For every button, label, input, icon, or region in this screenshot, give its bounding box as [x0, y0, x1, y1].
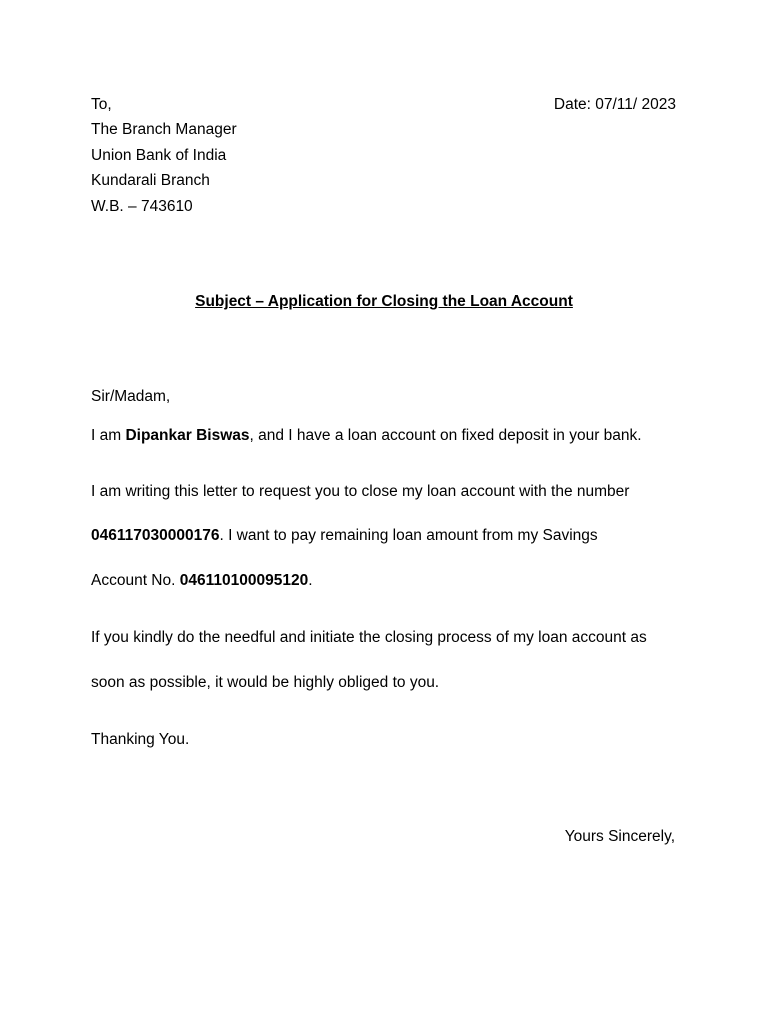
paragraph-intro: [91, 426, 642, 446]
address-line-2: Union Bank of India: [91, 147, 227, 164]
closing-signoff: Yours Sincerely,: [564, 828, 675, 845]
paragraph-request-line-1: I am writing this letter to request you to close my loan account with the number: [91, 483, 630, 500]
intro-post: , and I have a loan account on fixed deposit in your bank.: [249, 427, 642, 444]
intro-pre: I am: [91, 427, 126, 444]
paragraph-request-line-2: [91, 526, 598, 546]
request-line-3-post: .: [308, 572, 313, 589]
thanks-line: Thanking You.: [91, 731, 190, 748]
applicant-name: Dipankar Biswas: [125, 427, 250, 444]
paragraph-closing-request-line-1: If you kindly do the needful and initiate the closing process of my loan account as: [91, 629, 647, 646]
request-line-3-pre: Account No.: [91, 572, 180, 589]
request-line-2-text: . I want to pay remaining loan amount from my Savings: [219, 527, 598, 544]
address-line-1: The Branch Manager: [91, 121, 237, 138]
address-line-3: Kundarali Branch: [91, 172, 210, 189]
salutation: Sir/Madam,: [91, 388, 171, 405]
recipient-to: To,: [91, 96, 112, 113]
savings-account-number: 046110100095120: [179, 572, 309, 589]
address-line-4: W.B. – 743610: [91, 198, 193, 215]
letter-subject: Subject – Application for Closing the Loan Account: [195, 293, 573, 310]
paragraph-request-line-3: [91, 571, 313, 591]
loan-account-number: 046117030000176: [91, 527, 220, 544]
paragraph-closing-request-line-2: soon as possible, it would be highly obliged to you.: [91, 674, 440, 691]
letter-date: Date: 07/11/ 2023: [553, 96, 676, 113]
